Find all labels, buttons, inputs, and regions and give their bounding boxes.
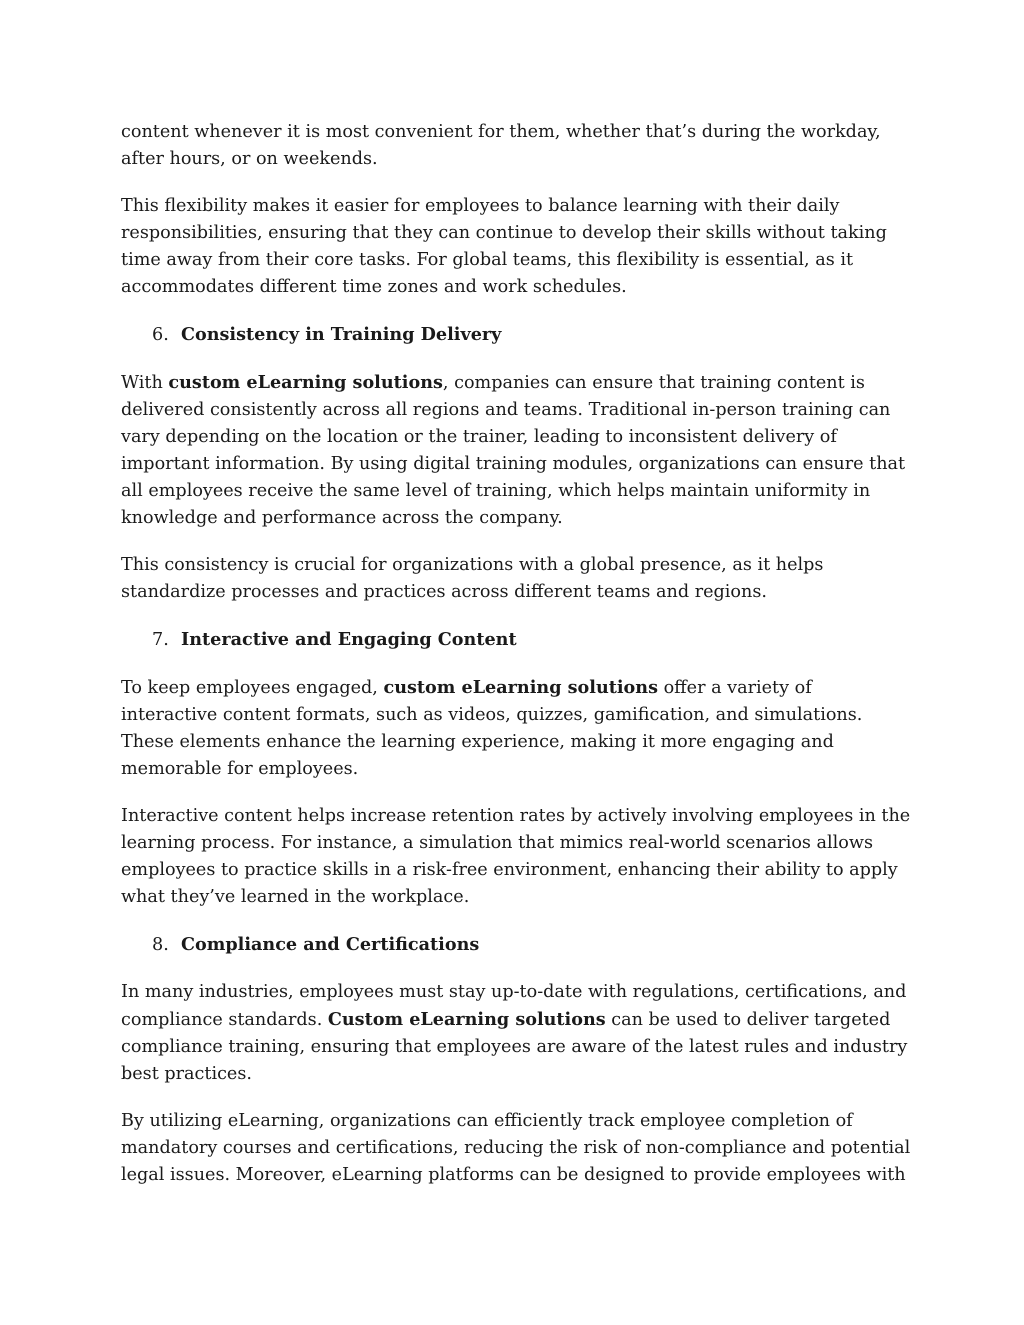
text-run: To keep employees engaged, (121, 678, 384, 698)
section-title: Consistency in Training Delivery (181, 324, 502, 345)
body-paragraph (121, 979, 911, 1088)
text-run: content whenever it is most convenient for them, whether that’s during the workday, after hours, or on weekends. (121, 122, 881, 169)
text-run: offer a variety of interactive content formats, such as videos, quizzes, gamification, and simulations. These elements enhance the learning experience, making it more engaging and memorable for employees. (121, 678, 863, 779)
text-run: Interactive content helps increase retention rates by actively involving employees in the learning process. For instance, a simulation that mimics real-world scenarios allows employees to practice skills in a risk-free environment, enhancing their ability to apply what they’ve learned in the workplace. (121, 806, 911, 907)
text-run: This consistency is crucial for organizations with a global presence, as it helps standardize processes and practices across different teams and regions. (121, 555, 824, 602)
text-run: With (121, 373, 169, 393)
text-run: can be used to deliver targeted compliance training, ensuring that employees are aware of the latest rules and industry best practices. (121, 1010, 908, 1084)
document-body (121, 119, 911, 1209)
section-heading (121, 321, 911, 349)
section-number: 7. (152, 630, 169, 650)
section-heading (121, 931, 911, 959)
bold-phrase: custom eLearning solutions (383, 677, 658, 698)
text-run: In many industries, employees must stay up-to-date with regulations, certifications, and compliance standards. (121, 982, 907, 1030)
text-run: This flexibility makes it easier for employees to balance learning with their daily responsibilities, ensuring that they can continue to develop their skills without taking time away from their core tasks. For global teams, this flexibility is essential, as it accommodates different time zones and work schedules. (121, 196, 887, 297)
body-paragraph (121, 119, 911, 173)
text-run: , companies can ensure that training content is delivered consistently across all regions and teams. Traditional in-person training can vary depending on the location or the trainer, leading to inconsistent delivery of important information. By using digital training modules, organizations can ensure that all employees receive the same level of training, which helps maintain uniformity in knowledge and performance across the company. (121, 373, 906, 528)
body-paragraph (121, 552, 911, 606)
body-paragraph (121, 803, 911, 911)
section-heading (121, 626, 911, 654)
bold-phrase: Custom eLearning solutions (327, 1009, 606, 1030)
body-paragraph (121, 1108, 911, 1189)
section-number: 8. (152, 935, 169, 955)
bold-phrase: custom eLearning solutions (168, 372, 443, 393)
body-paragraph (121, 193, 911, 301)
body-paragraph (121, 369, 911, 532)
section-number: 6. (152, 325, 169, 345)
section-title: Interactive and Engaging Content (181, 629, 517, 650)
body-paragraph (121, 674, 911, 783)
section-title: Compliance and Certifications (181, 934, 480, 955)
text-run: By utilizing eLearning, organizations can efficiently track employee completion of mandatory courses and certifications, reducing the risk of non-compliance and potential legal issues. Moreover, eLearning platforms can be designed to provide employees with (121, 1111, 911, 1185)
